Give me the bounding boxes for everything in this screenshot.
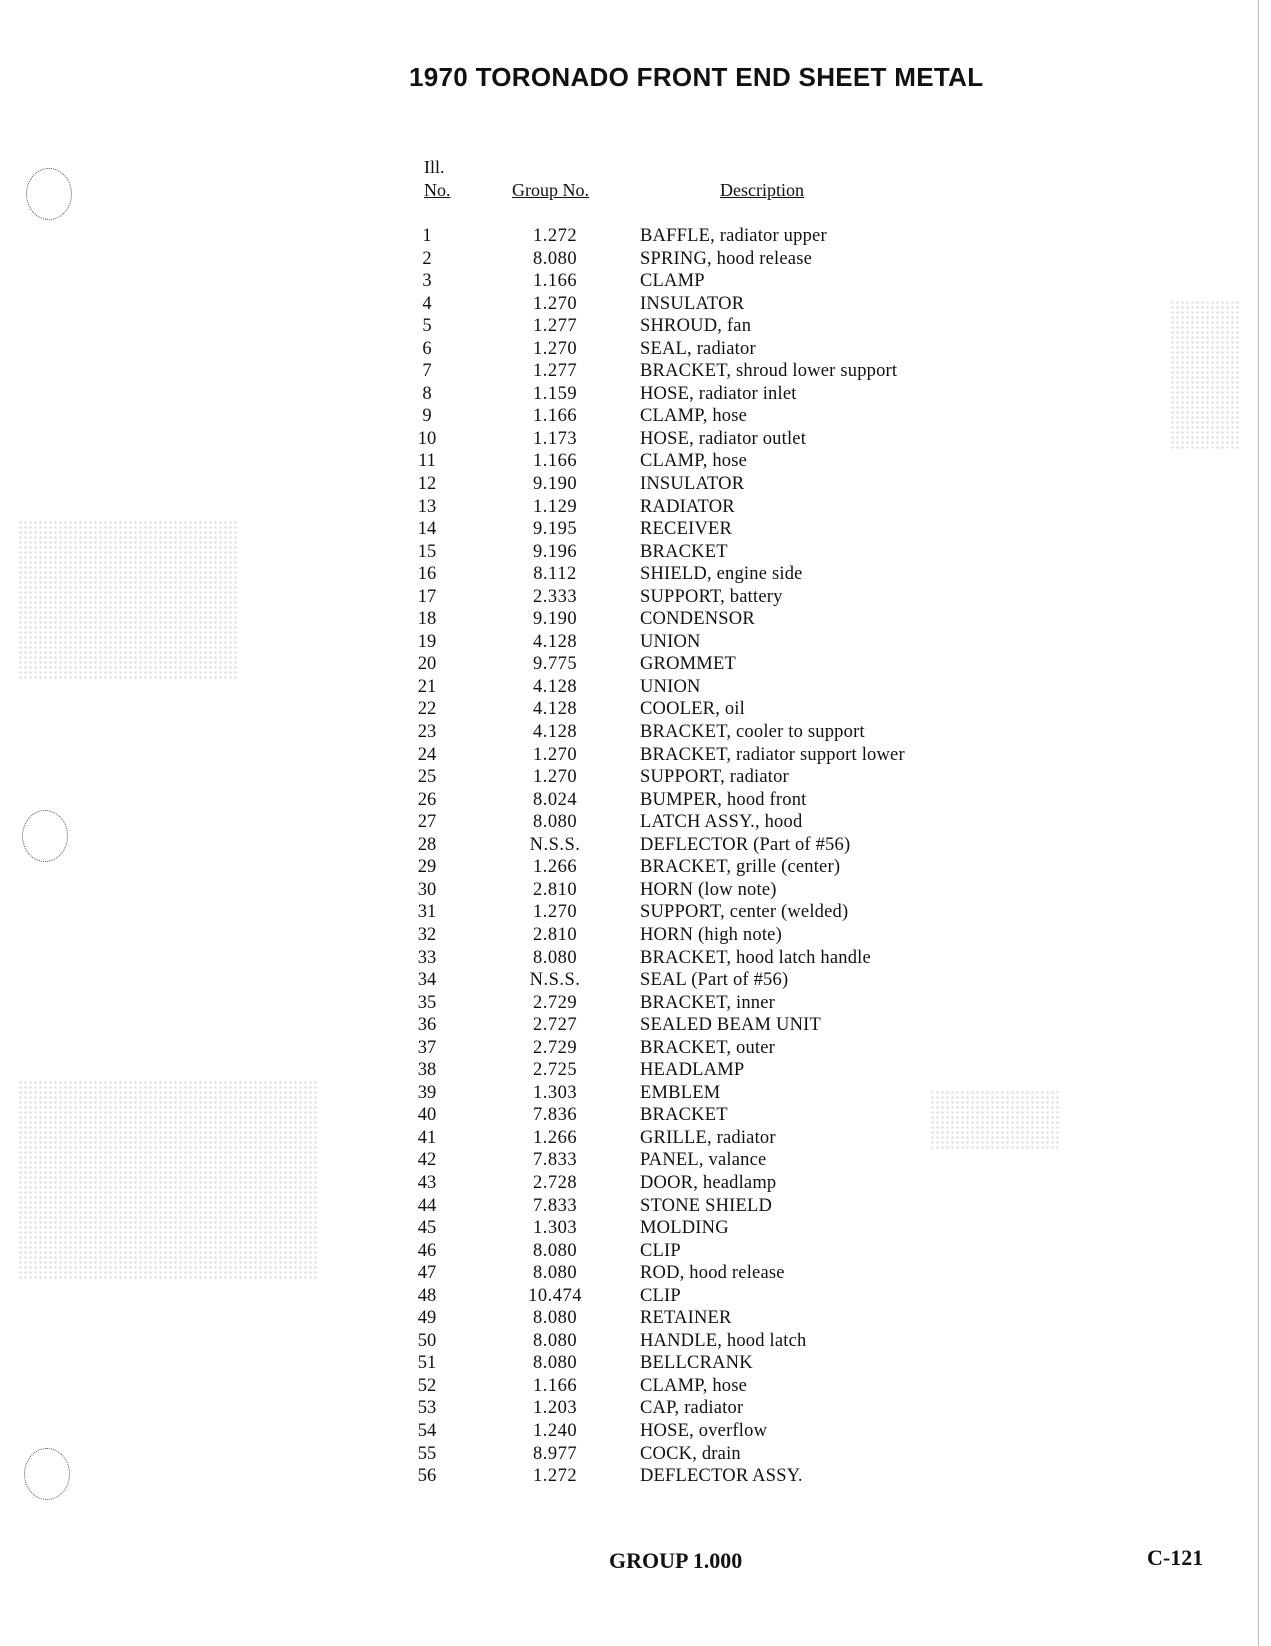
table-row: [0, 518, 1271, 541]
description-cell: DEFLECTOR ASSY.: [640, 1466, 803, 1487]
description-cell: DOOR, headlamp: [640, 1172, 777, 1193]
ill-no-cell: 3: [422, 271, 432, 292]
description-cell: GRILLE, radiator: [640, 1127, 776, 1148]
ill-no-cell: 47: [417, 1263, 437, 1284]
table-row: [0, 992, 1271, 1015]
table-row: [0, 1149, 1271, 1172]
group-no-cell: 1.203: [532, 1398, 578, 1419]
group-no-cell: 1.277: [532, 316, 578, 337]
description-cell: RETAINER: [640, 1308, 732, 1329]
ill-no-cell: 25: [417, 767, 437, 788]
table-row: [0, 1014, 1271, 1037]
description-cell: SEAL (Part of #56): [640, 970, 789, 991]
ill-no-cell: 55: [417, 1443, 437, 1464]
table-row: [0, 473, 1271, 496]
table-row: [0, 563, 1271, 586]
table-row: [0, 969, 1271, 992]
description-cell: BRACKET: [640, 541, 728, 562]
description-cell: HORN (low note): [640, 879, 777, 900]
group-no-cell: 1.303: [532, 1218, 578, 1239]
table-row: [0, 631, 1271, 654]
description-cell: DEFLECTOR (Part of #56): [640, 834, 851, 855]
ill-no-cell: 38: [417, 1060, 437, 1081]
description-cell: HEADLAMP: [640, 1060, 745, 1081]
table-row: [0, 901, 1271, 924]
description-cell: CLAMP: [640, 271, 705, 292]
description-cell: HANDLE, hood latch: [640, 1330, 807, 1351]
group-no-cell: 1.166: [532, 1375, 578, 1396]
description-cell: BUMPER, hood front: [640, 789, 807, 810]
description-cell: BELLCRANK: [640, 1353, 753, 1374]
table-row: [0, 586, 1271, 609]
group-no-cell: 4.128: [532, 631, 578, 652]
ill-no-cell: 31: [417, 902, 437, 923]
ill-no-cell: 52: [417, 1375, 437, 1396]
group-no-cell: 1.166: [532, 406, 578, 427]
description-cell: BRACKET, outer: [640, 1037, 776, 1058]
table-row: [0, 428, 1271, 451]
column-header-ill-no-line2: No.: [424, 180, 451, 200]
table-row: [0, 1397, 1271, 1420]
description-cell: INSULATOR: [640, 474, 745, 495]
ill-no-cell: 11: [418, 451, 436, 472]
group-no-cell: 1.266: [532, 857, 578, 878]
table-row: [0, 225, 1271, 248]
table-row: [0, 721, 1271, 744]
table-row: [0, 1172, 1271, 1195]
ill-no-cell: 26: [417, 789, 437, 810]
table-row: [0, 1240, 1271, 1263]
group-no-cell: 1.303: [532, 1082, 578, 1103]
table-row: [0, 653, 1271, 676]
table-row: [0, 1330, 1271, 1353]
ill-no-cell: 43: [417, 1172, 437, 1193]
ill-no-cell: 39: [417, 1082, 437, 1103]
description-cell: COCK, drain: [640, 1443, 741, 1464]
group-no-cell: 9.196: [532, 541, 578, 562]
table-row: [0, 293, 1271, 316]
description-cell: CLAMP, hose: [640, 451, 748, 472]
description-cell: HORN (high note): [640, 924, 782, 945]
ill-no-cell: 34: [417, 970, 437, 991]
description-cell: COOLER, oil: [640, 699, 745, 720]
table-row: [0, 1262, 1271, 1285]
table-row: [0, 496, 1271, 519]
description-cell: SEAL, radiator: [640, 338, 756, 359]
ill-no-cell: 23: [417, 722, 437, 743]
ill-no-cell: 42: [417, 1150, 437, 1171]
ill-no-cell: 48: [417, 1285, 437, 1306]
ill-no-cell: 46: [417, 1240, 437, 1261]
description-cell: BRACKET: [640, 1105, 728, 1126]
table-row: [0, 789, 1271, 812]
table-row: [0, 270, 1271, 293]
ill-no-cell: 53: [417, 1398, 437, 1419]
table-row: [0, 1420, 1271, 1443]
table-row: [0, 811, 1271, 834]
table-row: [0, 360, 1271, 383]
group-no-cell: 1.270: [532, 902, 578, 923]
description-cell: BRACKET, hood latch handle: [640, 947, 871, 968]
table-row: [0, 1352, 1271, 1375]
group-no-cell: 1.272: [532, 1466, 578, 1487]
ill-no-cell: 20: [417, 654, 437, 675]
description-cell: RADIATOR: [640, 496, 735, 517]
description-cell: HOSE, radiator inlet: [640, 383, 797, 404]
ill-no-cell: 16: [417, 564, 437, 585]
description-cell: RECEIVER: [640, 519, 733, 540]
footer-page-number: C-121: [1147, 1545, 1204, 1570]
table-row: [0, 744, 1271, 767]
group-no-cell: 1.270: [532, 338, 578, 359]
description-cell: GROMMET: [640, 654, 736, 675]
group-no-cell: N.S.S.: [529, 970, 581, 991]
description-cell: PANEL, valance: [640, 1150, 767, 1171]
ill-no-cell: 14: [417, 519, 437, 540]
group-no-cell: 2.725: [532, 1060, 578, 1081]
table-row: [0, 608, 1271, 631]
group-no-cell: 1.173: [532, 428, 578, 449]
table-row: [0, 924, 1271, 947]
description-cell: LATCH ASSY., hood: [640, 812, 803, 833]
description-cell: HOSE, radiator outlet: [640, 428, 807, 449]
ill-no-cell: 2: [422, 248, 432, 269]
group-no-cell: 1.129: [532, 496, 578, 517]
ill-no-cell: 33: [417, 947, 437, 968]
description-cell: SEALED BEAM UNIT: [640, 1015, 821, 1036]
group-no-cell: 9.775: [532, 654, 578, 675]
description-cell: SHROUD, fan: [640, 316, 752, 337]
ill-no-cell: 19: [417, 631, 437, 652]
group-no-cell: 4.128: [532, 722, 578, 743]
description-cell: BRACKET, cooler to support: [640, 722, 865, 743]
group-no-cell: 4.128: [532, 699, 578, 720]
description-cell: SUPPORT, center (welded): [640, 902, 849, 923]
description-cell: STONE SHIELD: [640, 1195, 773, 1216]
ill-no-cell: 18: [417, 609, 437, 630]
description-cell: UNION: [640, 631, 701, 652]
table-row: [0, 248, 1271, 271]
table-row: [0, 1443, 1271, 1466]
description-cell: ROD, hood release: [640, 1263, 785, 1284]
table-row: [0, 338, 1271, 361]
description-cell: BRACKET, grille (center): [640, 857, 841, 878]
description-cell: CONDENSOR: [640, 609, 755, 630]
description-cell: MOLDING: [640, 1218, 729, 1239]
table-row: [0, 947, 1271, 970]
table-row: [0, 1217, 1271, 1240]
table-row: [0, 676, 1271, 699]
ill-no-cell: 1: [422, 226, 432, 246]
table-row: [0, 766, 1271, 789]
group-no-cell: 1.270: [532, 293, 578, 314]
description-cell: BRACKET, shroud lower support: [640, 361, 898, 382]
description-cell: CLIP: [640, 1285, 681, 1306]
table-row: [0, 1082, 1271, 1105]
table-row: [0, 1375, 1271, 1398]
group-no-cell: 8.080: [532, 1240, 578, 1261]
ill-no-cell: 4: [422, 293, 432, 314]
group-no-cell: 8.080: [532, 248, 578, 269]
group-no-cell: 4.128: [532, 676, 578, 697]
ill-no-cell: 32: [417, 924, 437, 945]
group-no-cell: 8.024: [532, 789, 578, 810]
table-row: [0, 450, 1271, 473]
ill-no-cell: 12: [417, 474, 437, 495]
group-no-cell: 1.240: [532, 1420, 578, 1441]
description-cell: EMBLEM: [640, 1082, 721, 1103]
group-no-cell: 2.333: [532, 586, 578, 607]
ill-no-cell: 36: [417, 1015, 437, 1036]
ill-no-cell: 30: [417, 879, 437, 900]
ill-no-cell: 8: [422, 383, 432, 404]
ill-no-cell: 50: [417, 1330, 437, 1351]
punch-hole-top: [26, 168, 72, 220]
ill-no-cell: 54: [417, 1420, 437, 1441]
table-row: [0, 879, 1271, 902]
description-cell: CAP, radiator: [640, 1398, 744, 1419]
ill-no-cell: 35: [417, 992, 437, 1013]
ill-no-cell: 51: [417, 1353, 437, 1374]
ill-no-cell: 22: [417, 699, 437, 720]
group-no-cell: 8.080: [532, 1308, 578, 1329]
ill-no-cell: 49: [417, 1308, 437, 1329]
group-no-cell: 8.080: [532, 947, 578, 968]
ill-no-cell: 41: [417, 1127, 437, 1148]
ill-no-cell: 45: [417, 1218, 437, 1239]
description-cell: BRACKET, inner: [640, 992, 776, 1013]
ill-no-cell: 10: [417, 428, 437, 449]
group-no-cell: 8.080: [532, 812, 578, 833]
ill-no-cell: 15: [417, 541, 437, 562]
column-header-group-no: Group No.: [512, 180, 589, 200]
group-no-cell: 8.977: [532, 1443, 578, 1464]
group-no-cell: 2.810: [532, 879, 578, 900]
ill-no-cell: 29: [417, 857, 437, 878]
table-row: [0, 834, 1271, 857]
ill-no-cell: 9: [422, 406, 432, 427]
group-no-cell: 1.270: [532, 744, 578, 765]
description-cell: UNION: [640, 676, 701, 697]
description-cell: CLIP: [640, 1240, 681, 1261]
group-no-cell: 2.729: [532, 1037, 578, 1058]
description-cell: BRACKET, radiator support lower: [640, 744, 905, 765]
description-cell: CLAMP, hose: [640, 406, 748, 427]
page-title: 1970 TORONADO FRONT END SHEET METAL: [409, 62, 984, 92]
ill-no-cell: 6: [422, 338, 432, 359]
group-no-cell: 8.080: [532, 1353, 578, 1374]
group-no-cell: 1.272: [532, 226, 578, 246]
footer-group-number: GROUP 1.000: [609, 1548, 743, 1573]
ill-no-cell: 44: [417, 1195, 437, 1216]
table-row: [0, 1104, 1271, 1127]
group-no-cell: N.S.S.: [529, 834, 581, 855]
table-row: [0, 698, 1271, 721]
group-no-cell: 8.112: [533, 564, 577, 585]
table-row: [0, 856, 1271, 879]
table-row: [0, 315, 1271, 338]
group-no-cell: 1.159: [532, 383, 578, 404]
table-row: [0, 1465, 1271, 1488]
ill-no-cell: 27: [417, 812, 437, 833]
ill-no-cell: 40: [417, 1105, 437, 1126]
group-no-cell: 7.833: [532, 1195, 578, 1216]
description-cell: SUPPORT, battery: [640, 586, 783, 607]
group-no-cell: 2.728: [532, 1172, 578, 1193]
ill-no-cell: 56: [417, 1466, 437, 1487]
group-no-cell: 2.810: [532, 924, 578, 945]
description-cell: CLAMP, hose: [640, 1375, 748, 1396]
group-no-cell: 1.277: [532, 361, 578, 382]
table-row: [0, 1307, 1271, 1330]
description-cell: SPRING, hood release: [640, 248, 813, 269]
table-row: [0, 541, 1271, 564]
table-row: [0, 405, 1271, 428]
description-cell: INSULATOR: [640, 293, 745, 314]
group-no-cell: 1.166: [532, 271, 578, 292]
description-cell: SUPPORT, radiator: [640, 767, 789, 788]
group-no-cell: 8.080: [532, 1263, 578, 1284]
group-no-cell: 9.195: [532, 519, 578, 540]
group-no-cell: 7.833: [532, 1150, 578, 1171]
ill-no-cell: 5: [422, 316, 432, 337]
ill-no-cell: 17: [417, 586, 437, 607]
ill-no-cell: 13: [417, 496, 437, 517]
group-no-cell: 1.266: [532, 1127, 578, 1148]
group-no-cell: 9.190: [532, 474, 578, 495]
description-cell: SHIELD, engine side: [640, 564, 803, 585]
table-row: [0, 1285, 1271, 1308]
group-no-cell: 9.190: [532, 609, 578, 630]
ill-no-cell: 7: [422, 361, 432, 382]
group-no-cell: 7.836: [532, 1105, 578, 1126]
ill-no-cell: 21: [417, 676, 437, 697]
table-row: [0, 1059, 1271, 1082]
ill-no-cell: 37: [417, 1037, 437, 1058]
ill-no-cell: 24: [417, 744, 437, 765]
table-row: [0, 383, 1271, 406]
table-row: [0, 1037, 1271, 1060]
column-header-description: Description: [720, 180, 804, 200]
group-no-cell: 2.729: [532, 992, 578, 1013]
column-header-ill-no-line1: Ill.: [424, 157, 445, 177]
description-cell: BAFFLE, radiator upper: [640, 226, 827, 246]
description-cell: HOSE, overflow: [640, 1420, 768, 1441]
parts-table: [0, 225, 1271, 1488]
group-no-cell: 10.474: [528, 1285, 582, 1306]
group-no-cell: 1.166: [532, 451, 578, 472]
table-row: [0, 1195, 1271, 1218]
group-no-cell: 2.727: [532, 1015, 578, 1036]
group-no-cell: 1.270: [532, 767, 578, 788]
table-row: [0, 1127, 1271, 1150]
ill-no-cell: 28: [417, 834, 437, 855]
group-no-cell: 8.080: [532, 1330, 578, 1351]
